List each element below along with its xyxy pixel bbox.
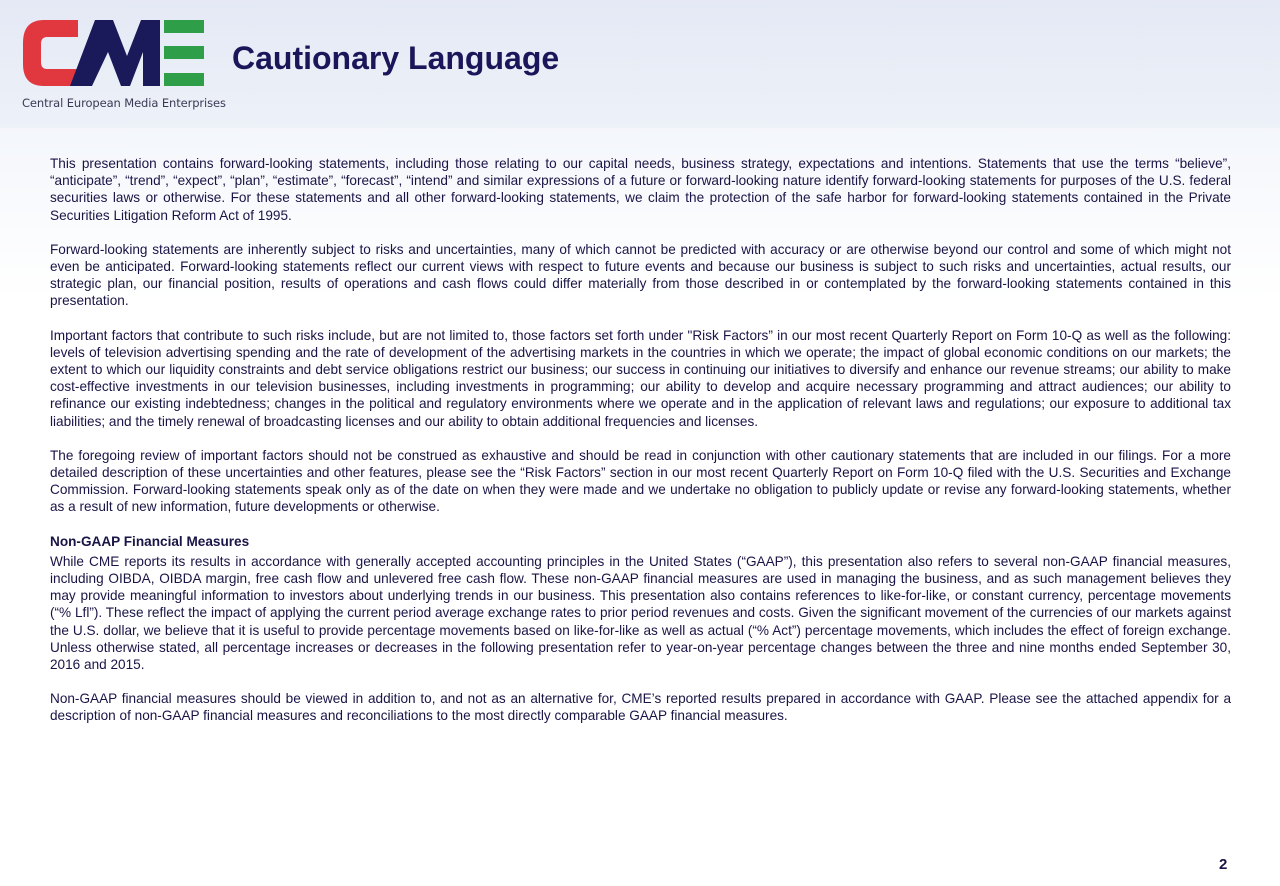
paragraph-non-gaap-appendix: Non-GAAP financial measures should be viewed in addition to, and not as an alternative for, CME’s reported results prepared in accordance with GAAP. Please see the attached appendix for a description of non-GAAP financial measures and reconciliations to the most directly comparable GAAP financial measures. (50, 691, 1231, 724)
page-number: 2 (1219, 856, 1228, 873)
cme-logo-icon (20, 16, 210, 92)
header (0, 0, 1280, 128)
paragraph-risks: Forward-looking statements are inherently subject to risks and uncertainties, many of which cannot be predicted with accuracy or are otherwise beyond our control and some of which might not even be anticipated. Forward-looking statements reflect our current views with respect to future events and because our business is subject to such risks and uncertainties, actual results, our strategic plan, our financial position, results of operations and cash flows could differ materially from those described in or contemplated by the forward-looking statements contained in this presentation. (50, 241, 1231, 309)
paragraph-forward-looking: This presentation contains forward-looking statements, including those relating to our capital needs, business strategy, expectations and intentions. Statements that use the terms “believe”, “anticipate”, “trend”, “expect”, “plan”, “estimate”, “forecast”, “intend” and similar expressions of a future or forward-looking nature identify forward-looking statements for purposes of the U.S. federal securities laws or otherwise. For these statements and all other forward-looking statements, we claim the protection of the safe harbor for forward-looking statements contained in the Private Securities Litigation Reform Act of 1995. (50, 156, 1231, 223)
logo-caption: Central European Media Enterprises (22, 96, 226, 110)
paragraph-non-gaap-measures: While CME reports its results in accordance with generally accepted accounting principles in the United States (“GAAP”), this presentation also refers to several non-GAAP financial measures, including OIBDA, OIBDA margin, free cash flow and unlevered free cash flow. These non-GAAP financial measures are used in managing the business, and as such management believes they may provide meaningful information to investors about underlying trends in our business. This presentation also contains references to like-for-like, or constant currency, percentage movements (“% Lfl”). These reflect the impact of applying the current period average exchange rates to prior period revenues and costs. Given the significant movement of the currencies of our markets against the U.S. dollar, we believe that it is useful to provide percentage movements based on like-for-like as well as actual (“% Act”) percentage movements, which includes the effect of foreign exchange. Unless otherwise stated, all percentage increases or decreases in the following presentation refer to year-on-year percentage changes between the three and nine months ended September 30, 2016 and 2015. (50, 553, 1231, 673)
main-content (50, 155, 1231, 742)
cme-logo (20, 16, 226, 116)
page-title: Cautionary Language (232, 40, 560, 76)
non-gaap-heading: Non-GAAP Financial Measures (50, 533, 250, 549)
paragraph-foregoing-review: The foregoing review of important factors should not be construed as exhaustive and should be read in conjunction with other cautionary statements that are included in our filings. For a more detailed description of these uncertainties and other features, please see the “Risk Factors” section in our most recent Quarterly Report on Form 10-Q filed with the U.S. Securities and Exchange Commission. Forward-looking statements speak only as of the date on when they were made and we undertake no obligation to publicly update or revise any forward-looking statements, whether as a result of new information, future developments or otherwise. (50, 447, 1231, 515)
paragraph-important-factors: Important factors that contribute to such risks include, but are not limited to, those factors set forth under "Risk Factors” in our most recent Quarterly Report on Form 10-Q as well as the following: levels of television advertising spending and the rate of development of the advertising markets in the countries in which we operate; the impact of global economic conditions on our markets; the extent to which our liquidity constraints and debt service obligations restrict our business; our success in continuing our initiatives to diversify and enhance our revenue streams; our ability to make cost-effective investments in our television businesses, including investments in programming; our ability to develop and acquire necessary programming and attract audiences; our ability to refinance our existing indebtedness; changes in the political and regulatory environments where we operate and in the application of relevant laws and regulations; our exposure to additional tax liabilities; and the timely renewal of broadcasting licenses and our ability to obtain additional frequencies and licenses. (50, 327, 1231, 429)
